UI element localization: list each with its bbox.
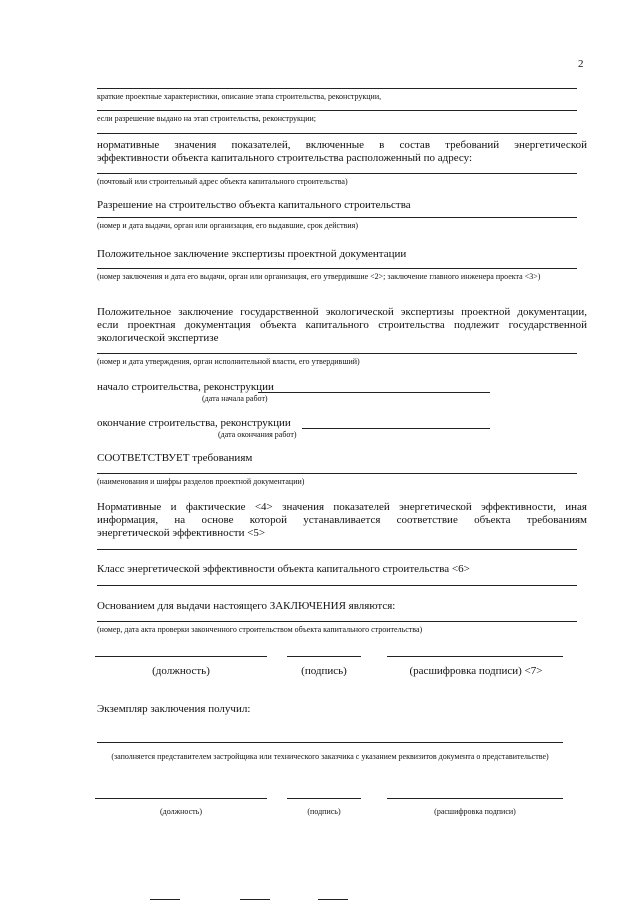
fill-line (97, 88, 577, 89)
signature-1-position: (должность) (152, 665, 210, 677)
actual-values-line-1: Нормативные и фактические <4> значения показателей энергетической эффективности, иная (97, 501, 587, 513)
construction-start-label: начало строительства, реконструкции (97, 381, 274, 393)
caption-section-names: (наименования и шифры разделов проектной документации) (97, 477, 305, 486)
actual-values-line-2: информация, на основе которой устанавливается соответствие объекта требованиям (97, 514, 587, 526)
building-permit-label: Разрешение на строительство объекта капитального строительства (97, 199, 411, 211)
page-number: 2 (578, 58, 584, 70)
signature-1-signature: (подпись) (301, 665, 347, 677)
caption-design-characteristics: краткие проектные характеристики, описание этапа строительства, реконструкции, (97, 92, 382, 101)
start-date-line (258, 392, 490, 393)
normative-values-line-2: эффективности объекта капитального строительства расположенный по адресу: (97, 152, 473, 164)
fill-line (97, 133, 577, 134)
fill-line (97, 173, 577, 174)
position-line (95, 798, 267, 799)
signature-line (287, 798, 361, 799)
fill-line (97, 110, 577, 111)
decoding-line (387, 656, 563, 657)
signature-2-position: (должность) (160, 807, 202, 816)
fill-line (97, 217, 577, 218)
basis-label: Основанием для выдачи настоящего ЗАКЛЮЧЕНИЯ являются: (97, 600, 396, 612)
decoding-line (387, 798, 563, 799)
fill-line (97, 621, 577, 622)
energy-class-label: Класс энергетической эффективности объекта капитального строительства <6> (97, 563, 470, 575)
caption-permit-details: (номер и дата выдачи, орган или организация, его выдавшие, срок действия) (97, 221, 358, 230)
eco-expertise-line-2: если проектная документация объекта капитального строительства подлежит государственной (97, 319, 587, 331)
fill-line (97, 268, 577, 269)
signature-2-signature: (подпись) (307, 807, 341, 816)
scan-mark (150, 899, 180, 900)
scan-mark (318, 899, 348, 900)
caption-start-date: (дата начала работ) (202, 394, 268, 403)
caption-inspection-act: (номер, дата акта проверки законченного строительством объекта капитального строительства) (97, 625, 423, 634)
construction-end-label: окончание строительства, реконструкции (97, 417, 291, 429)
positive-expertise-label: Положительное заключение экспертизы проектной документации (97, 248, 407, 260)
normative-values-line-1: нормативные значения показателей, включенные в состав требований энергетической (97, 139, 587, 151)
caption-expertise-details: (номер заключения и дата его выдачи, орган или организация, его утвердившие <2>; заключение главного инженера проекта <3>) (97, 272, 541, 281)
received-line (97, 742, 563, 743)
caption-eco-details: (номер и дата утверждения, орган исполнительной власти, его утвердивший) (97, 357, 360, 366)
complies-label: СООТВЕТСТВУЕТ требованиям (97, 452, 253, 464)
scan-mark (240, 899, 270, 900)
signature-1-decoding: (расшифровка подписи) <7> (409, 665, 543, 677)
fill-line (97, 353, 577, 354)
caption-address: (почтовый или строительный адрес объекта капитального строительства) (97, 177, 348, 186)
caption-permit-stage: если разрешение выдано на этап строительства, реконструкции; (97, 114, 316, 123)
copy-received-label: Экземпляр заключения получил: (97, 703, 251, 715)
fill-line (97, 473, 577, 474)
eco-expertise-line-1: Положительное заключение государственной экологической экспертизы проектной документации, (97, 306, 587, 318)
signature-line (287, 656, 361, 657)
caption-received-note: (заполняется представителем застройщика или технического заказчика с указанием реквизитов документа о представительстве) (111, 752, 549, 761)
end-date-line (302, 428, 490, 429)
actual-values-line-3: энергетической эффективности <5> (97, 527, 266, 539)
eco-expertise-line-3: экологической экспертизе (97, 332, 219, 344)
position-line (95, 656, 267, 657)
fill-line (97, 585, 577, 586)
caption-end-date: (дата окончания работ) (218, 430, 297, 439)
fill-line (97, 549, 577, 550)
signature-2-decoding: (расшифровка подписи) (434, 807, 516, 816)
